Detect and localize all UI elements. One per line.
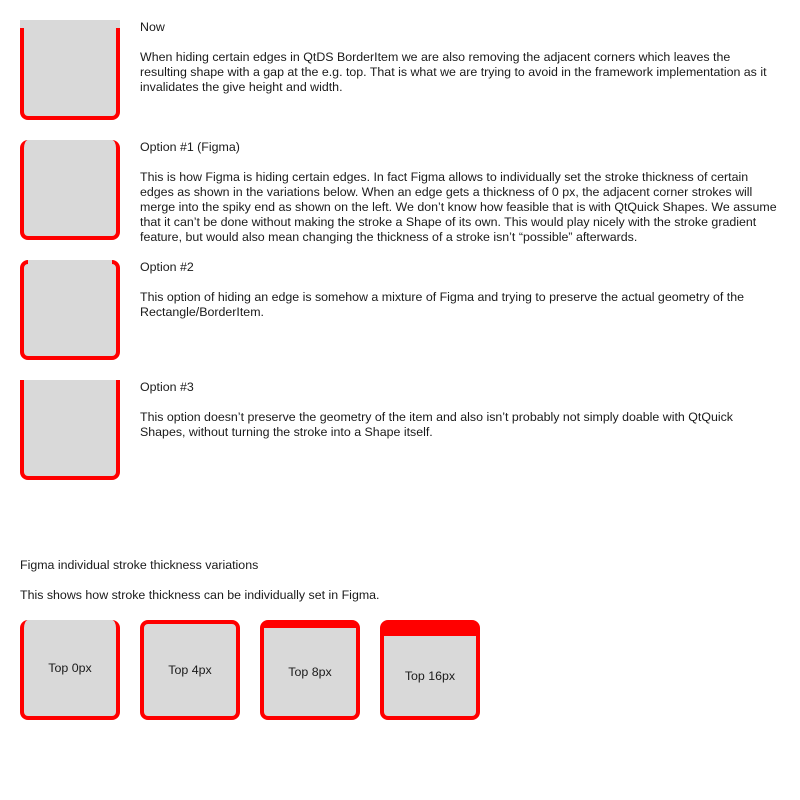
option3-heading: Option #3 bbox=[140, 380, 194, 394]
now-example-top-gap bbox=[20, 20, 120, 28]
variation-top-16px bbox=[380, 620, 480, 720]
option2-text-block bbox=[140, 260, 780, 320]
variation-label: Top 8px bbox=[288, 664, 332, 679]
option1-text-block bbox=[140, 140, 780, 245]
now-text-block bbox=[140, 20, 780, 95]
variations-description: This shows how stroke thickness can be individually set in Figma. bbox=[20, 588, 380, 602]
option1-example-shape bbox=[20, 140, 120, 240]
variations-title: Figma individual stroke thickness variations bbox=[20, 558, 259, 572]
variation-top-0px bbox=[20, 620, 120, 720]
option2-heading: Option #2 bbox=[140, 260, 194, 274]
option2-top-gap bbox=[28, 260, 112, 264]
now-description: When hiding certain edges in QtDS BorderItem we are also removing the adjacent corners which leaves the resulting shape with a gap at the e.g. top. That is what we are trying to avoid in the framework implementation as it invalidates the give height and width. bbox=[140, 50, 767, 94]
now-heading: Now bbox=[140, 20, 165, 34]
now-example-shape bbox=[20, 20, 120, 120]
variation-top-4px bbox=[140, 620, 240, 720]
option1-description: This is how Figma is hiding certain edges. In fact Figma allows to individually set the stroke thickness of certain edges as shown in the variations below. When an edge gets a thickness of 0 px, the adjacent corner strokes will merge into the spiky end as shown on the left. We don’t know how feasible that is with QtQuick Shapes. We assume that it can’t be done without making the stroke a Shape of its own. This would play nicely with the stroke gradient feature, but would also mean changing the thickness of a stroke isn’t “possible” afterwards. bbox=[140, 170, 777, 244]
option2-description: This option of hiding an edge is somehow a mixture of Figma and trying to preserve the actual geometry of the Rectangle/BorderItem. bbox=[140, 290, 745, 319]
option3-text-block bbox=[140, 380, 780, 440]
variation-top-8px bbox=[260, 620, 360, 720]
option2-example-shape bbox=[20, 260, 120, 360]
variation-label: Top 4px bbox=[168, 662, 212, 677]
variation-label: Top 16px bbox=[404, 668, 456, 683]
option3-example-shape bbox=[20, 380, 120, 480]
option1-heading: Option #1 (Figma) bbox=[140, 140, 240, 154]
option3-description: This option doesn’t preserve the geometry of the item and also isn’t probably not simply doable with QtQuick Shapes, without turning the stroke into a Shape itself. bbox=[140, 410, 733, 439]
variation-label: Top 0px bbox=[48, 660, 92, 675]
